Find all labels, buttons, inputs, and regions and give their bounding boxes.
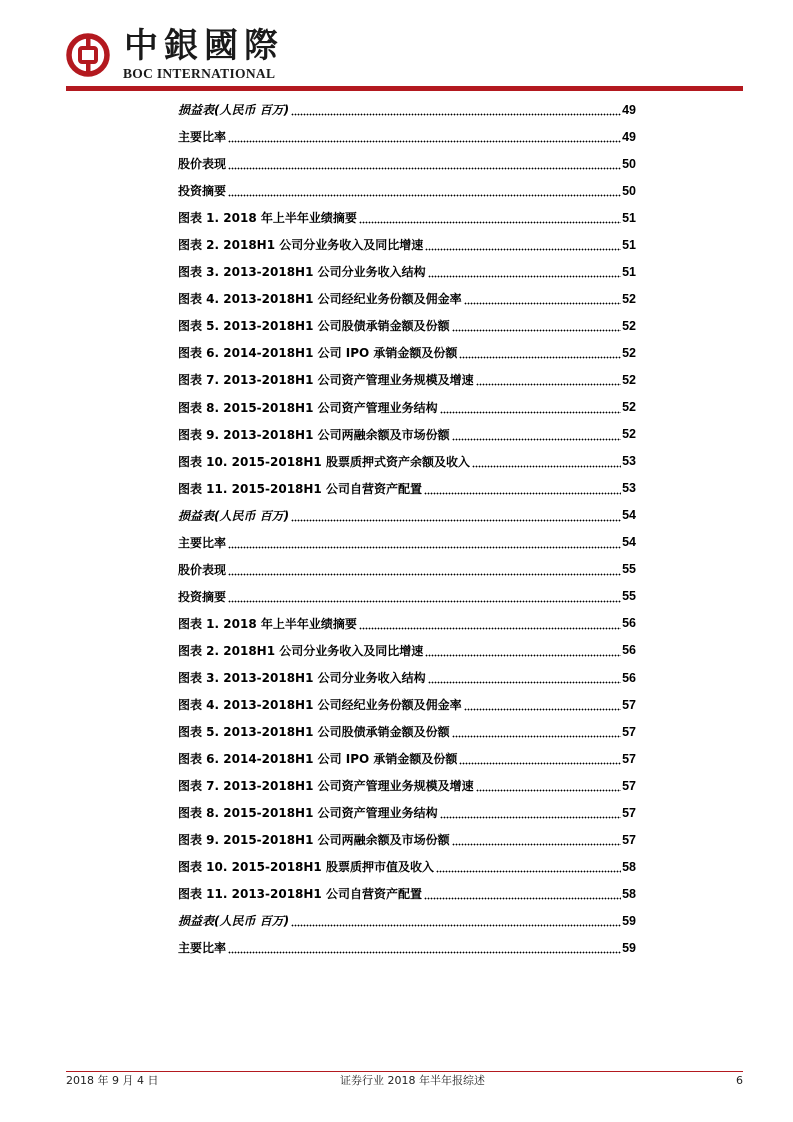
toc-entry[interactable] [178,880,636,907]
toc-dot-leader [440,809,621,820]
toc-entry-page: 55 [622,562,636,577]
toc-entry-label: 图表 10. 2015-2018H1 股票质押市值及收入 [178,860,434,875]
toc-entry-page: 56 [622,643,636,658]
toc-dot-leader [425,241,621,252]
toc-entry-label: 主要比率 [178,535,227,550]
toc-entry-label: 图表 1. 2018 年上半年业绩摘要 [178,211,357,226]
toc-entry[interactable] [178,204,636,231]
toc-dot-leader [452,836,621,847]
toc-entry-label: 股价表现 [178,157,227,172]
toc-entry-page: 57 [622,724,636,739]
toc-dot-leader [425,647,621,658]
toc-entry[interactable] [178,123,636,150]
toc-entry-page: 59 [622,913,636,928]
toc-entry[interactable] [178,448,636,475]
toc-entry-label: 图表 11. 2015-2018H1 公司自营资产配置 [178,481,422,496]
table-of-contents [178,96,636,962]
toc-entry[interactable] [178,231,636,258]
toc-dot-leader [228,566,621,577]
toc-dot-leader [464,701,621,712]
toc-entry[interactable] [178,853,636,880]
toc-entry-page: 57 [622,778,636,793]
toc-entry-page: 57 [622,832,636,847]
toc-entry[interactable] [178,934,636,961]
toc-dot-leader [452,728,621,739]
toc-entry-page: 51 [622,210,636,225]
toc-entry-label: 图表 9. 2013-2018H1 公司两融余额及市场份额 [178,427,450,442]
footer-divider [66,1071,743,1072]
boc-logo-icon [66,33,110,77]
toc-entry[interactable] [178,691,636,718]
toc-dot-leader [228,187,621,198]
toc-entry-label: 图表 6. 2014-2018H1 公司 IPO 承销金额及份额 [178,752,458,767]
footer-report-title: 证券行业 2018 年半年报综述 [340,1074,485,1087]
toc-entry-page: 57 [622,751,636,766]
toc-entry-page: 57 [622,697,636,712]
toc-dot-leader [440,404,621,415]
toc-entry-label: 图表 10. 2015-2018H1 股票质押式资产余额及收入 [178,454,470,469]
toc-dot-leader [424,890,621,901]
page-header [0,0,793,92]
toc-entry-label: 图表 8. 2015-2018H1 公司资产管理业务结构 [178,806,438,821]
toc-entry-label: 图表 8. 2015-2018H1 公司资产管理业务结构 [178,400,438,415]
toc-entry-label: 图表 2. 2018H1 公司分业务收入及同比增速 [178,643,424,658]
toc-dot-leader [291,512,621,523]
toc-entry[interactable] [178,583,636,610]
footer-date: 2018 年 9 月 4 日 [66,1074,159,1087]
toc-dot-leader [228,593,621,604]
toc-entry-label: 股价表现 [178,562,227,577]
toc-entry[interactable] [178,529,636,556]
toc-entry-label: 主要比率 [178,130,227,145]
toc-entry[interactable] [178,502,636,529]
toc-entry[interactable] [178,150,636,177]
brand-name-en: BOC INTERNATIONAL [123,66,276,81]
toc-entry[interactable] [178,718,636,745]
toc-entry-label: 损益表(人民币 百万) [178,914,290,929]
toc-entry[interactable] [178,610,636,637]
toc-entry-page: 51 [622,237,636,252]
toc-dot-leader [476,782,621,793]
toc-entry-page: 56 [622,616,636,631]
toc-dot-leader [428,268,621,279]
toc-entry-page: 52 [622,427,636,442]
toc-entry-page: 52 [622,400,636,415]
toc-dot-leader [472,458,621,469]
toc-entry-label: 损益表(人民币 百万) [178,103,290,118]
toc-entry-page: 53 [622,481,636,496]
toc-entry-page: 56 [622,670,636,685]
toc-entry-label: 图表 3. 2013-2018H1 公司分业务收入结构 [178,265,426,280]
footer-page-number: 6 [736,1074,743,1087]
toc-dot-leader [359,620,621,631]
toc-entry-page: 52 [622,345,636,360]
toc-entry-page: 52 [622,291,636,306]
toc-entry-page: 52 [622,318,636,333]
toc-dot-leader [228,944,621,955]
toc-entry-label: 图表 4. 2013-2018H1 公司经纪业务份额及佣金率 [178,292,462,307]
toc-entry[interactable] [178,366,636,393]
toc-dot-leader [359,214,621,225]
toc-entry[interactable] [178,258,636,285]
toc-entry[interactable] [178,312,636,339]
toc-dot-leader [424,485,621,496]
toc-entry-label: 图表 3. 2013-2018H1 公司分业务收入结构 [178,671,426,685]
toc-entry[interactable] [178,772,636,799]
toc-entry-page: 53 [622,454,636,469]
toc-entry[interactable] [178,907,636,934]
toc-entry-label: 图表 7. 2013-2018H1 公司资产管理业务规模及增速 [178,373,474,388]
toc-entry-label: 图表 5. 2013-2018H1 公司股债承销金额及份额 [178,725,450,740]
toc-dot-leader [459,349,621,360]
toc-entry[interactable] [178,799,636,826]
toc-entry-page: 54 [622,508,636,523]
toc-dot-leader [228,160,621,171]
header-divider [66,86,743,91]
toc-entry-page: 50 [622,183,636,198]
toc-entry-page: 50 [622,156,636,171]
toc-dot-leader [459,755,621,766]
brand-name-cn: 中銀國際 [124,26,284,66]
toc-dot-leader [476,376,621,387]
toc-entry[interactable] [178,637,636,664]
toc-entry-page: 59 [622,940,636,955]
toc-entry[interactable] [178,826,636,853]
toc-entry[interactable] [178,285,636,312]
toc-entry-page: 55 [622,589,636,604]
toc-entry-label: 图表 5. 2013-2018H1 公司股债承销金额及份额 [178,319,450,334]
toc-entry-label: 损益表(人民币 百万) [178,508,290,523]
toc-entry[interactable] [178,394,636,421]
toc-entry[interactable] [178,177,636,204]
toc-entry-label: 投资摘要 [178,184,227,199]
toc-entry-label: 图表 7. 2013-2018H1 公司资产管理业务规模及增速 [178,779,474,794]
toc-entry[interactable] [178,745,636,772]
toc-entry-label: 图表 4. 2013-2018H1 公司经纪业务份额及佣金率 [178,698,462,713]
toc-dot-leader [228,539,621,550]
toc-entry-label: 主要比率 [178,941,227,956]
toc-entry-label: 图表 2. 2018H1 公司分业务收入及同比增速 [178,238,424,253]
toc-entry-page: 57 [622,805,636,820]
toc-dot-leader [428,674,621,685]
toc-entry-label: 投资摘要 [178,589,227,604]
toc-entry-page: 58 [622,886,636,901]
toc-dot-leader [228,133,621,144]
toc-entry-label: 图表 9. 2015-2018H1 公司两融余额及市场份额 [178,833,450,848]
toc-entry[interactable] [178,664,636,691]
toc-dot-leader [436,863,621,874]
toc-dot-leader [291,917,621,928]
toc-entry-label: 图表 11. 2013-2018H1 公司自营资产配置 [178,887,422,902]
toc-entry-page: 49 [622,129,636,144]
toc-entry-page: 49 [622,102,636,117]
toc-dot-leader [291,106,621,117]
toc-entry[interactable] [178,421,636,448]
toc-dot-leader [464,295,621,306]
toc-entry[interactable] [178,556,636,583]
toc-dot-leader [452,322,621,333]
toc-entry-label: 图表 6. 2014-2018H1 公司 IPO 承销金额及份额 [178,346,458,361]
toc-entry-page: 52 [622,372,636,387]
toc-entry[interactable] [178,96,636,123]
toc-entry-page: 58 [622,859,636,874]
toc-entry[interactable] [178,339,636,366]
toc-entry-page: 51 [622,264,636,279]
toc-dot-leader [452,431,621,442]
toc-entry[interactable] [178,475,636,502]
toc-entry-page: 54 [622,535,636,550]
toc-entry-label: 图表 1. 2018 年上半年业绩摘要 [178,616,357,631]
